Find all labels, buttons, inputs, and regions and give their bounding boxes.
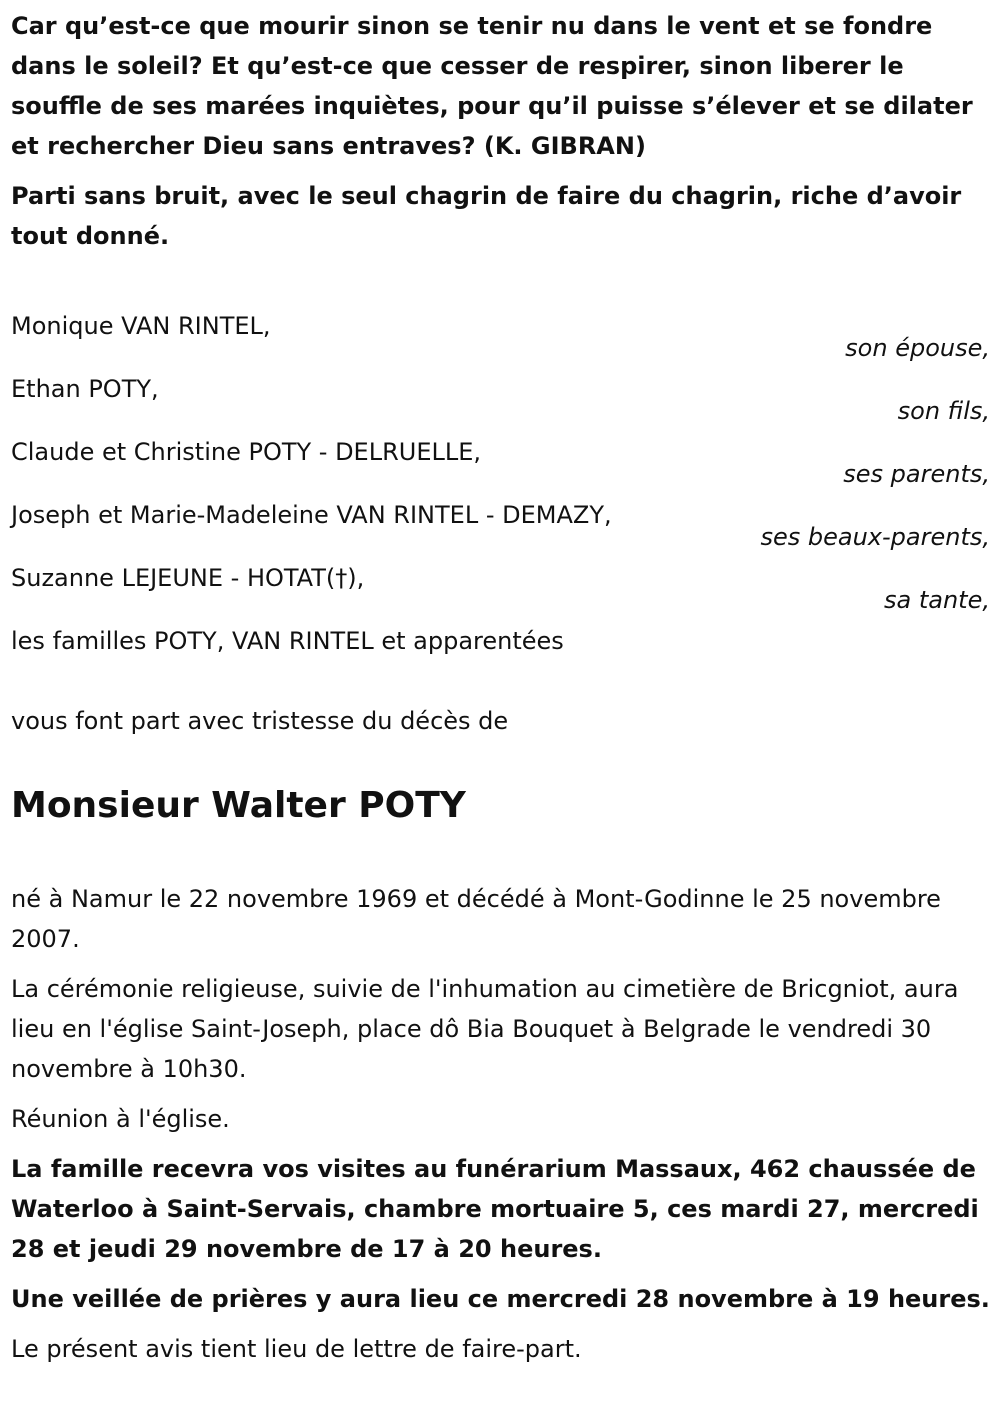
family-member-role: sa tante, bbox=[884, 586, 990, 614]
family-entry bbox=[11, 432, 990, 495]
family-entry bbox=[11, 369, 990, 432]
gibran-quote: Car qu’est-ce que mourir sinon se tenir nu dans le vent et se fondre dans le soleil? Et qu’est-ce que cesser de respirer, sinon liberer le souffle de ses marées inquiètes, pour qu’il puisse s’élever et se dilater et rechercher Dieu sans entraves? (K. GIBRAN) bbox=[11, 12, 973, 160]
family-entry bbox=[11, 495, 990, 558]
meeting-info: Réunion à l'église. bbox=[11, 1105, 230, 1133]
visits-info: La famille recevra vos visites au funérarium Massaux, 462 chaussée de Waterloo à Saint-Servais, chambre mortuaire 5, ces mardi 27, mercredi 28 et jeudi 29 novembre de 17 à 20 heures. bbox=[11, 1155, 979, 1263]
family-member-role: son fils, bbox=[897, 397, 990, 425]
family-member-role: ses parents, bbox=[843, 460, 990, 488]
closing-note: Le présent avis tient lieu de lettre de faire-part. bbox=[11, 1335, 582, 1363]
family-entry bbox=[11, 558, 990, 621]
announcement: vous font part avec tristesse du décès de bbox=[11, 707, 509, 735]
family-entry bbox=[11, 306, 990, 369]
family-list bbox=[11, 306, 990, 661]
family-member-role: son épouse, bbox=[845, 334, 990, 362]
deceased-name: Monsieur Walter POTY bbox=[11, 785, 466, 826]
family-member-name: Ethan POTY, bbox=[11, 375, 159, 403]
family-member-role: ses beaux-parents, bbox=[760, 523, 990, 551]
ceremony-info: La cérémonie religieuse, suivie de l'inhumation au cimetière de Bricgniot, aura lieu en l'église Saint-Joseph, place dô Bia Bouquet à Belgrade le vendredi 30 novembre à 10h30. bbox=[11, 975, 959, 1083]
extended-families: les familles POTY, VAN RINTEL et apparentées bbox=[11, 627, 564, 655]
family-member-name: Monique VAN RINTEL, bbox=[11, 312, 271, 340]
vigil-info: Une veillée de prières y aura lieu ce mercredi 28 novembre à 19 heures. bbox=[11, 1285, 990, 1313]
family-member-name: Joseph et Marie-Madeleine VAN RINTEL - DEMAZY, bbox=[11, 501, 612, 529]
family-member-name: Suzanne LEJEUNE - HOTAT(†), bbox=[11, 564, 365, 592]
family-member-name: Claude et Christine POTY - DELRUELLE, bbox=[11, 438, 482, 466]
epitaph: Parti sans bruit, avec le seul chagrin de faire du chagrin, riche d’avoir tout donné. bbox=[11, 182, 962, 250]
birth-death-info: né à Namur le 22 novembre 1969 et décédé à Mont-Godinne le 25 novembre 2007. bbox=[11, 885, 941, 953]
